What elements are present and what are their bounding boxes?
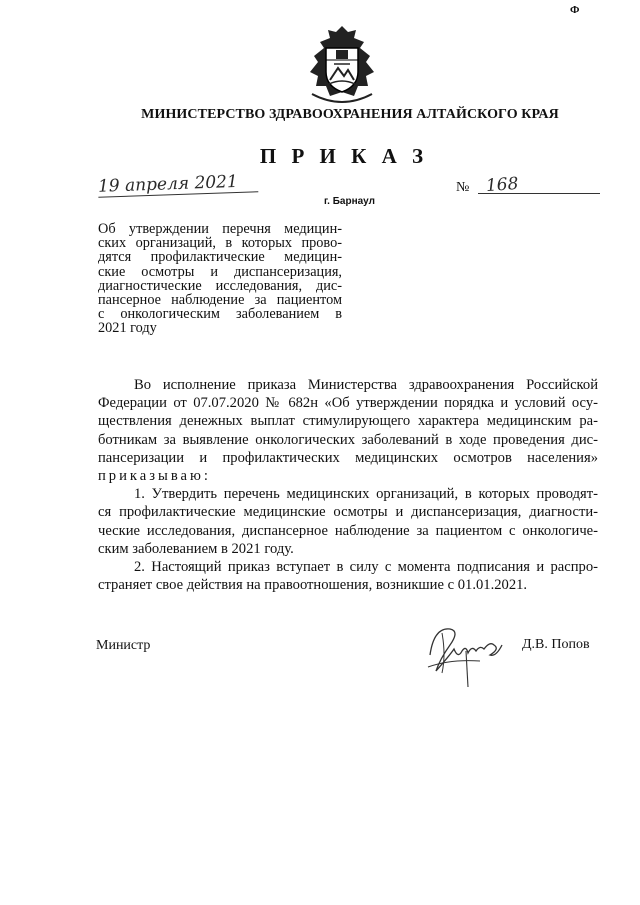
handwritten-signature (420, 615, 510, 690)
preamble-line: Во исполнение приказа Министерства здравоохранения Российской (134, 377, 598, 393)
subject-line: дятся профилактические медицин- (98, 249, 342, 266)
order-body (98, 376, 598, 594)
item-1-paragraph (98, 485, 598, 558)
subject-line: диагностические исследования, дис- (98, 277, 342, 294)
preamble-line: Федерации от 07.07.2020 № 682н «Об утверждении порядка и условий осу- (98, 395, 598, 412)
coat-of-arms-emblem (300, 20, 384, 106)
signer-name: Д.В. Попов (522, 637, 590, 652)
item-1-line: ся профилактические медицинские осмотры и диспансеризация, диагности- (98, 504, 598, 521)
item-1-line: ческие исследования, диспансерное наблюдение за пациентом с онкологиче- (98, 522, 598, 539)
preamble-paragraph (98, 376, 598, 485)
order-subject (98, 222, 342, 336)
item-2-paragraph (98, 558, 598, 594)
document-title: П Р И К А З (259, 144, 429, 168)
subject-line: пансерное наблюдение за пациентом (98, 292, 342, 309)
prikazyvayu-label: приказываю: (98, 468, 211, 485)
preamble-line: пансеризации и профилактических медицинских осмотров населения» (98, 449, 598, 466)
handwritten-number: 168 (485, 173, 520, 197)
item-2-line: страняет свое действия на правоотношения, возникшие с 01.01.2021. (98, 577, 528, 594)
corner-mark: Ф (570, 4, 580, 16)
signer-title: Министр (96, 638, 151, 653)
subject-line: ских организаций, в которых прово- (98, 235, 342, 252)
handwritten-date: 19 апреля 2021 (98, 171, 259, 198)
preamble-line: ществления денежных выплат стимулирующего характера медицинским ра- (98, 413, 598, 430)
preamble-line: ботникам за выявление онкологических заболеваний в ходе проведения дис- (98, 431, 598, 448)
item-2-line: 2. Настоящий приказ вступает в силу с момента подписания и распро- (134, 559, 598, 576)
city-label: г. Барнаул (324, 196, 375, 207)
number-label: № (456, 180, 470, 195)
item-1-line: ским заболеванием в 2021 году. (98, 540, 294, 557)
subject-line: с онкологическим заболеванием в (98, 306, 342, 323)
subject-line: Об утверждении перечня медицин- (98, 221, 342, 237)
ministry-name: МИНИСТЕРСТВО ЗДРАВООХРАНЕНИЯ АЛТАЙСКОГО КРАЯ (141, 107, 559, 122)
subject-line: ские осмотры и диспансеризация, (98, 263, 342, 280)
item-1-line: 1. Утвердить перечень медицинских организаций, в которых проводят- (134, 486, 598, 503)
subject-line: 2021 году (98, 320, 157, 337)
